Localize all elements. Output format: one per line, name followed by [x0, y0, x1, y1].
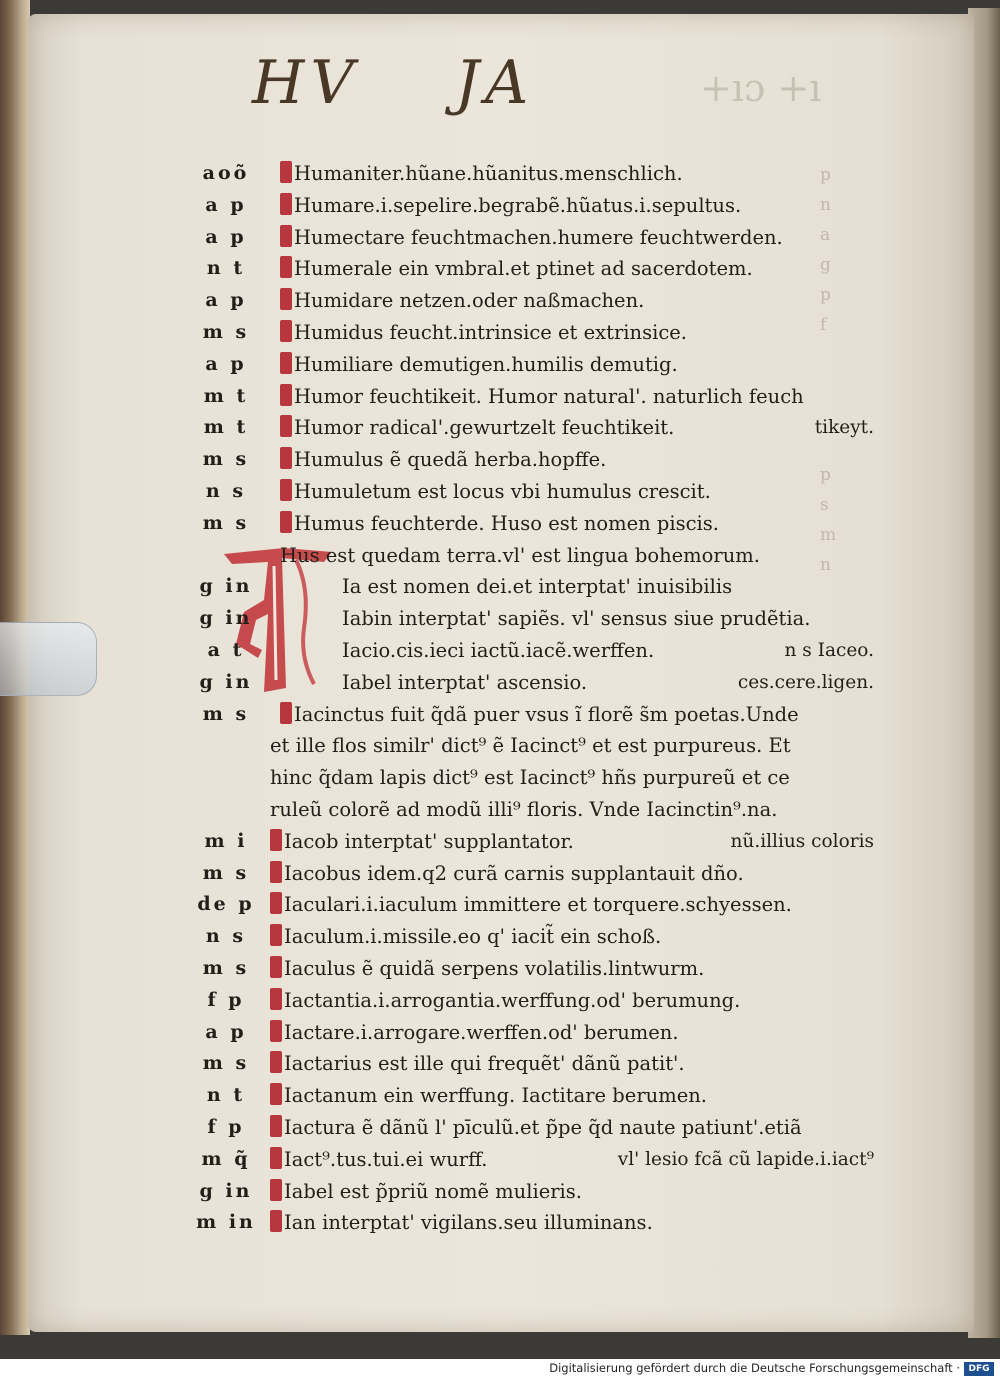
entry-line — [190, 317, 880, 349]
grammar-code: m s — [202, 1052, 250, 1075]
entry-line — [190, 381, 880, 413]
entry-line — [190, 826, 880, 858]
entry-text: Iabin interptat' sapiẽs. vl' sensus siue prudẽtia. — [342, 607, 811, 631]
rubrication-mark — [270, 1179, 282, 1201]
margin-continuation: n s Iaceo. — [784, 639, 874, 661]
entry-text: Iacobus idem.q2 curã carnis supplantauit dño. — [284, 861, 744, 885]
entry-line — [190, 1207, 880, 1239]
bleed-through-mark: +ıɔ +ı — [700, 66, 822, 110]
entry-line — [190, 667, 880, 699]
entry-text: Iactanum ein werffung. Iactitare berumen. — [284, 1084, 707, 1108]
grammar-code: g in — [199, 607, 253, 630]
grammar-code: a p — [205, 1020, 247, 1043]
grammar-code: n s — [205, 925, 247, 948]
grammar-code: m s — [202, 956, 250, 979]
entry-text: Hus est quedam terra.vl' est lingua bohemorum. — [280, 543, 760, 567]
entry-line — [190, 1176, 880, 1208]
entry-line — [190, 921, 880, 953]
entry-line — [190, 540, 880, 572]
entry-text: Iact⁹.tus.tui.ei wurff. — [284, 1147, 488, 1171]
rubrication-mark — [270, 829, 282, 851]
entry-text: Humor radical'.gewurtzelt feuchtikeit. — [294, 416, 675, 440]
grammar-code: m in — [196, 1211, 256, 1234]
rubrication-mark — [270, 1147, 282, 1169]
dfg-logo: DFG — [964, 1362, 994, 1376]
handwritten-note-left: HV — [252, 48, 360, 118]
entry-line — [190, 412, 880, 444]
entry-line — [190, 285, 880, 317]
rubrication-mark — [280, 384, 292, 406]
rubrication-mark — [270, 924, 282, 946]
entry-text: Humiliare demutigen.humilis demutig. — [294, 352, 678, 376]
entry-line — [190, 444, 880, 476]
page-clip — [0, 622, 97, 696]
rubrication-mark — [280, 320, 292, 342]
entry-line — [190, 253, 880, 285]
grammar-code: n s — [205, 479, 247, 502]
entry-text: Iaculari.i.iaculum immittere et torquere.schyessen. — [284, 893, 792, 917]
rubrication-mark — [280, 161, 292, 183]
entry-text: Iaculus ẽ quidã serpens volatilis.lintwurm. — [284, 956, 705, 980]
entry-text: Iabel est p̃priũ nomẽ mulieris. — [284, 1179, 583, 1203]
rubrication-mark — [270, 1020, 282, 1042]
entry-text: Iabel interptat' ascensio. — [342, 670, 588, 694]
entry-line — [190, 1048, 880, 1080]
rubrication-mark — [270, 1083, 282, 1105]
entry-line — [190, 1017, 880, 1049]
grammar-code: m t — [203, 416, 249, 439]
rubrication-mark — [270, 956, 282, 978]
entry-text: Iacio.cis.ieci iactũ.iacẽ.werffen. — [342, 638, 655, 662]
footer-bar — [0, 1359, 1000, 1379]
margin-continuation: tikeyt. — [814, 417, 874, 439]
entry-line — [190, 858, 880, 890]
rubrication-mark — [280, 288, 292, 310]
grammar-code: m s — [202, 511, 250, 534]
bleed-through-letters: p n a g p f p s m n — [820, 165, 837, 575]
grammar-code: m s — [202, 320, 250, 343]
grammar-code: f p — [207, 1115, 245, 1138]
grammar-code: a t — [207, 638, 245, 661]
dictionary-entries — [190, 158, 880, 1239]
entry-line — [190, 571, 880, 603]
funding-credit: Digitalisierung gefördert durch die Deutsche Forschungsgemeinschaft · — [549, 1361, 960, 1375]
entry-line — [190, 349, 880, 381]
entry-text: Humerale ein vmbral.et ptinet ad sacerdotem. — [294, 257, 753, 281]
entry-text: Iactura ẽ dãnũ l' pīculũ.et p̃pe q̃d naute patiunt'.etiã — [284, 1115, 802, 1139]
grammar-code: a p — [205, 289, 247, 312]
entry-text: Iacinctus fuit q̃dã puer vsus ĩ florẽ s̃m poetas.Unde — [294, 702, 799, 726]
entry-text: Iacob interptat' supplantator. — [284, 829, 574, 853]
entry-text: Humare.i.sepelire.begrabẽ.hũatus.i.sepultus. — [294, 193, 742, 217]
entry-text: Humectare feuchtmachen.humere feuchtwerden. — [294, 225, 783, 249]
rubrication-mark — [280, 479, 292, 501]
entry-line — [190, 158, 880, 190]
entry-line — [190, 508, 880, 540]
entry-line — [190, 985, 880, 1017]
entry-line — [190, 794, 880, 826]
entry-text: Ia est nomen dei.et interptat' inuisibilis — [342, 575, 733, 599]
entry-text: Humaniter.hũane.hũanitus.menschlich. — [294, 162, 683, 185]
entry-text: Iactare.i.arrogare.werffen.od' berumen. — [284, 1020, 679, 1044]
entry-line — [190, 730, 880, 762]
grammar-code: a p — [205, 193, 247, 216]
rubrication-mark — [270, 1115, 282, 1137]
grammar-code: g in — [199, 575, 253, 598]
entry-text: Humidare netzen.oder naßmachen. — [294, 289, 645, 313]
margin-continuation: ces.cere.ligen. — [737, 671, 874, 693]
grammar-code: m s — [202, 861, 250, 884]
grammar-code: de p — [197, 893, 255, 916]
grammar-code: n t — [206, 1084, 246, 1107]
handwritten-note-right: JA — [455, 48, 535, 118]
rubrication-mark — [280, 256, 292, 278]
entry-text: Humus feuchterde. Huso est nomen piscis. — [294, 511, 720, 535]
rubrication-mark — [270, 988, 282, 1010]
grammar-code: m q̃ — [201, 1147, 251, 1170]
entry-text: ruleũ colorẽ ad modũ illi⁹ floris. Vnde Iacinctin⁹.na. — [270, 797, 778, 821]
entry-line — [190, 190, 880, 222]
rubrication-mark — [280, 225, 292, 247]
entry-line — [190, 889, 880, 921]
grammar-code: aoõ — [202, 162, 250, 184]
rubrication-mark — [270, 892, 282, 914]
grammar-code: m s — [202, 702, 250, 725]
entry-text: Humor feuchtikeit. Humor natural'. naturlich feuch — [294, 384, 804, 408]
grammar-code: m t — [203, 384, 249, 407]
entry-text: Humidus feucht.intrinsice et extrinsice. — [294, 320, 687, 344]
entry-text: Ian interptat' vigilans.seu illuminans. — [284, 1211, 653, 1235]
rubrication-mark — [270, 1051, 282, 1073]
rubrication-mark — [270, 861, 282, 883]
grammar-code: f p — [207, 988, 245, 1011]
margin-continuation: vl' lesio fcã cũ lapide.i.iact⁹ — [617, 1148, 874, 1170]
entry-line — [190, 699, 880, 731]
entry-line — [190, 953, 880, 985]
entry-text: Iaculum.i.missile.eo q' iacit̃ ein schoß. — [284, 925, 662, 949]
rubrication-mark — [280, 193, 292, 215]
grammar-code: m s — [202, 448, 250, 471]
entry-text: Iactantia.i.arrogantia.werffung.od' berumung. — [284, 988, 741, 1012]
grammar-code: g in — [199, 1179, 253, 1202]
rubrication-mark — [280, 352, 292, 374]
entry-line — [190, 476, 880, 508]
rubrication-mark — [280, 511, 292, 533]
margin-continuation: nũ.illius coloris — [730, 830, 874, 852]
grammar-code: n t — [206, 257, 246, 280]
entry-text: hinc q̃dam lapis dict⁹ est Iacinct⁹ hñs purpureũ et ce — [270, 766, 790, 790]
entry-text: et ille flos similr' dict⁹ ẽ Iacinct⁹ et est purpureus. Et — [270, 734, 791, 758]
rubrication-mark — [280, 447, 292, 469]
grammar-code: g in — [199, 670, 253, 693]
entry-line — [190, 635, 880, 667]
entry-text: Humulus ẽ quedã herba.hopffe. — [294, 448, 607, 472]
rubrication-mark — [270, 1210, 282, 1232]
entry-line — [190, 603, 880, 635]
grammar-code: m i — [204, 829, 248, 852]
entry-line — [190, 1080, 880, 1112]
entry-line — [190, 1112, 880, 1144]
entry-text: Iactarius est ille qui frequẽt' dãnũ patit'. — [284, 1052, 685, 1076]
grammar-code: a p — [205, 352, 247, 375]
entry-text: Humuletum est locus vbi humulus crescit. — [294, 479, 711, 503]
entry-line — [190, 1144, 880, 1176]
entry-line — [190, 762, 880, 794]
rubrication-mark — [280, 702, 292, 724]
rubrication-mark — [280, 415, 292, 437]
grammar-code: a p — [205, 225, 247, 248]
entry-line — [190, 222, 880, 254]
